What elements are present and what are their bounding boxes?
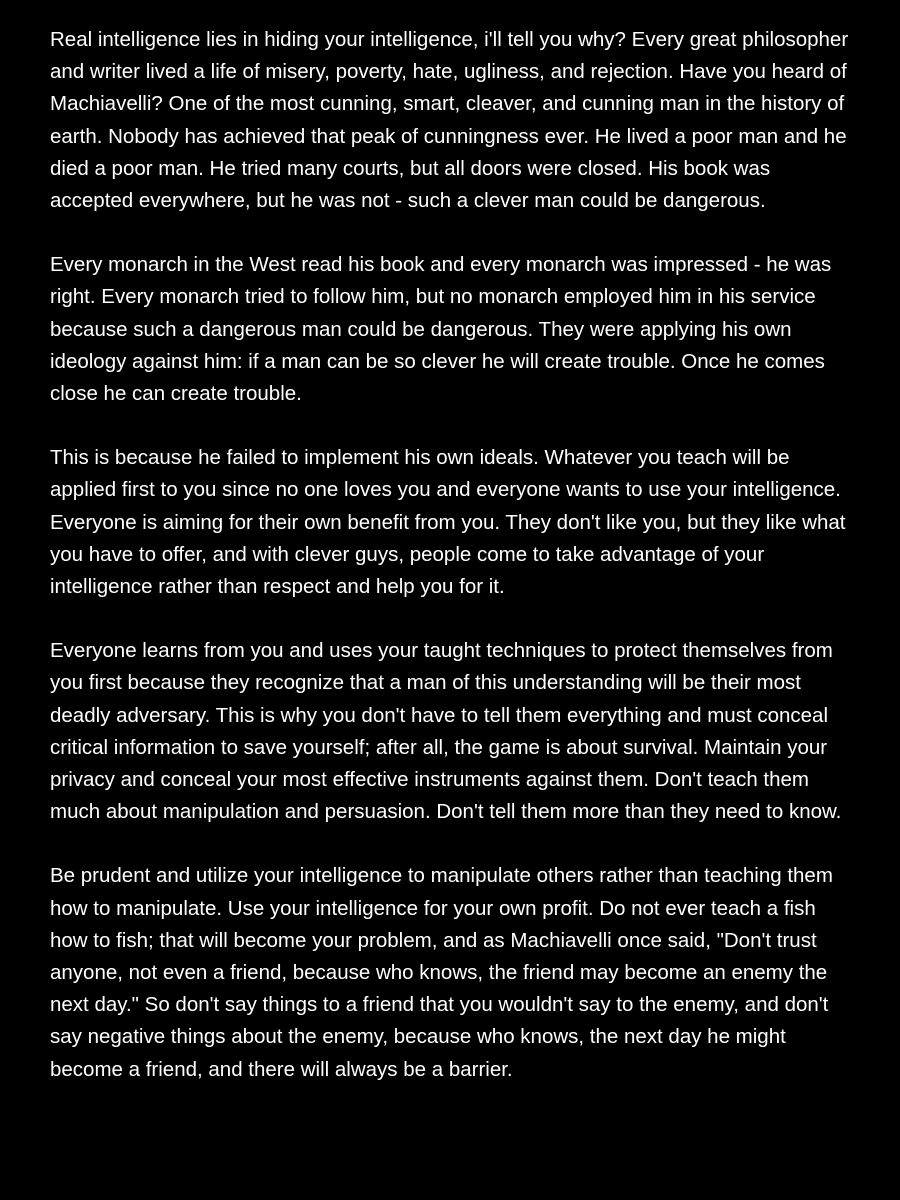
paragraph-1: Real intelligence lies in hiding your intelligence, i'll tell you why? Every great philosopher and writer lived a life of misery, poverty, hate, ugliness, and rejection. Have you heard of Machiavelli? One of the most cunning, smart, cleaver, and cunning man in the history of earth. Nobody has achieved that peak of cunningness ever. He lived a poor man and he died a poor man. He tried many courts, but all doors were closed. His book was accepted everywhere, but he was not - such a clever man could be dangerous. [50, 28, 849, 213]
paragraph-2: Every monarch in the West read his book and every monarch was impressed - he was right. Every monarch tried to follow him, but no monarch employed him in his service because such a dangerous man could be dangerous. They were applying his own ideology against him: if a man can be so clever he will create trouble. Once he comes close he can create trouble. [50, 253, 832, 406]
paragraph-4: Everyone learns from you and uses your taught techniques to protect themselves from you first because they recognize that a man of this understanding will be their most deadly adversary. This is why you don't have to tell them everything and must conceal critical information to save yourself; after all, the game is about survival. Maintain your privacy and conceal your most effective instruments against them. Don't teach them much about manipulation and persuasion. Don't tell them more than they need to know. [50, 639, 842, 824]
paragraph-3: This is because he failed to implement his own ideals. Whatever you teach will be applied first to you since no one loves you and everyone wants to use your intelligence. Everyone is aiming for their own benefit from you. They don't like you, but they like what you have to offer, and with clever guys, people come to take advantage of your intelligence rather than respect and help you for it. [50, 446, 846, 599]
paragraph-5: Be prudent and utilize your intelligence to manipulate others rather than teaching them how to manipulate. Use your intelligence for your own profit. Do not ever teach a fish how to fish; that will become your problem, and as Machiavelli once said, "Don't trust anyone, not even a friend, because who knows, the friend may become an enemy the next day." So don't say things to a friend that you wouldn't say to the enemy, and don't say negative things about the enemy, because who knows, the next day he might become a friend, and there will always be a barrier. [50, 864, 833, 1081]
article-body [50, 24, 856, 1118]
